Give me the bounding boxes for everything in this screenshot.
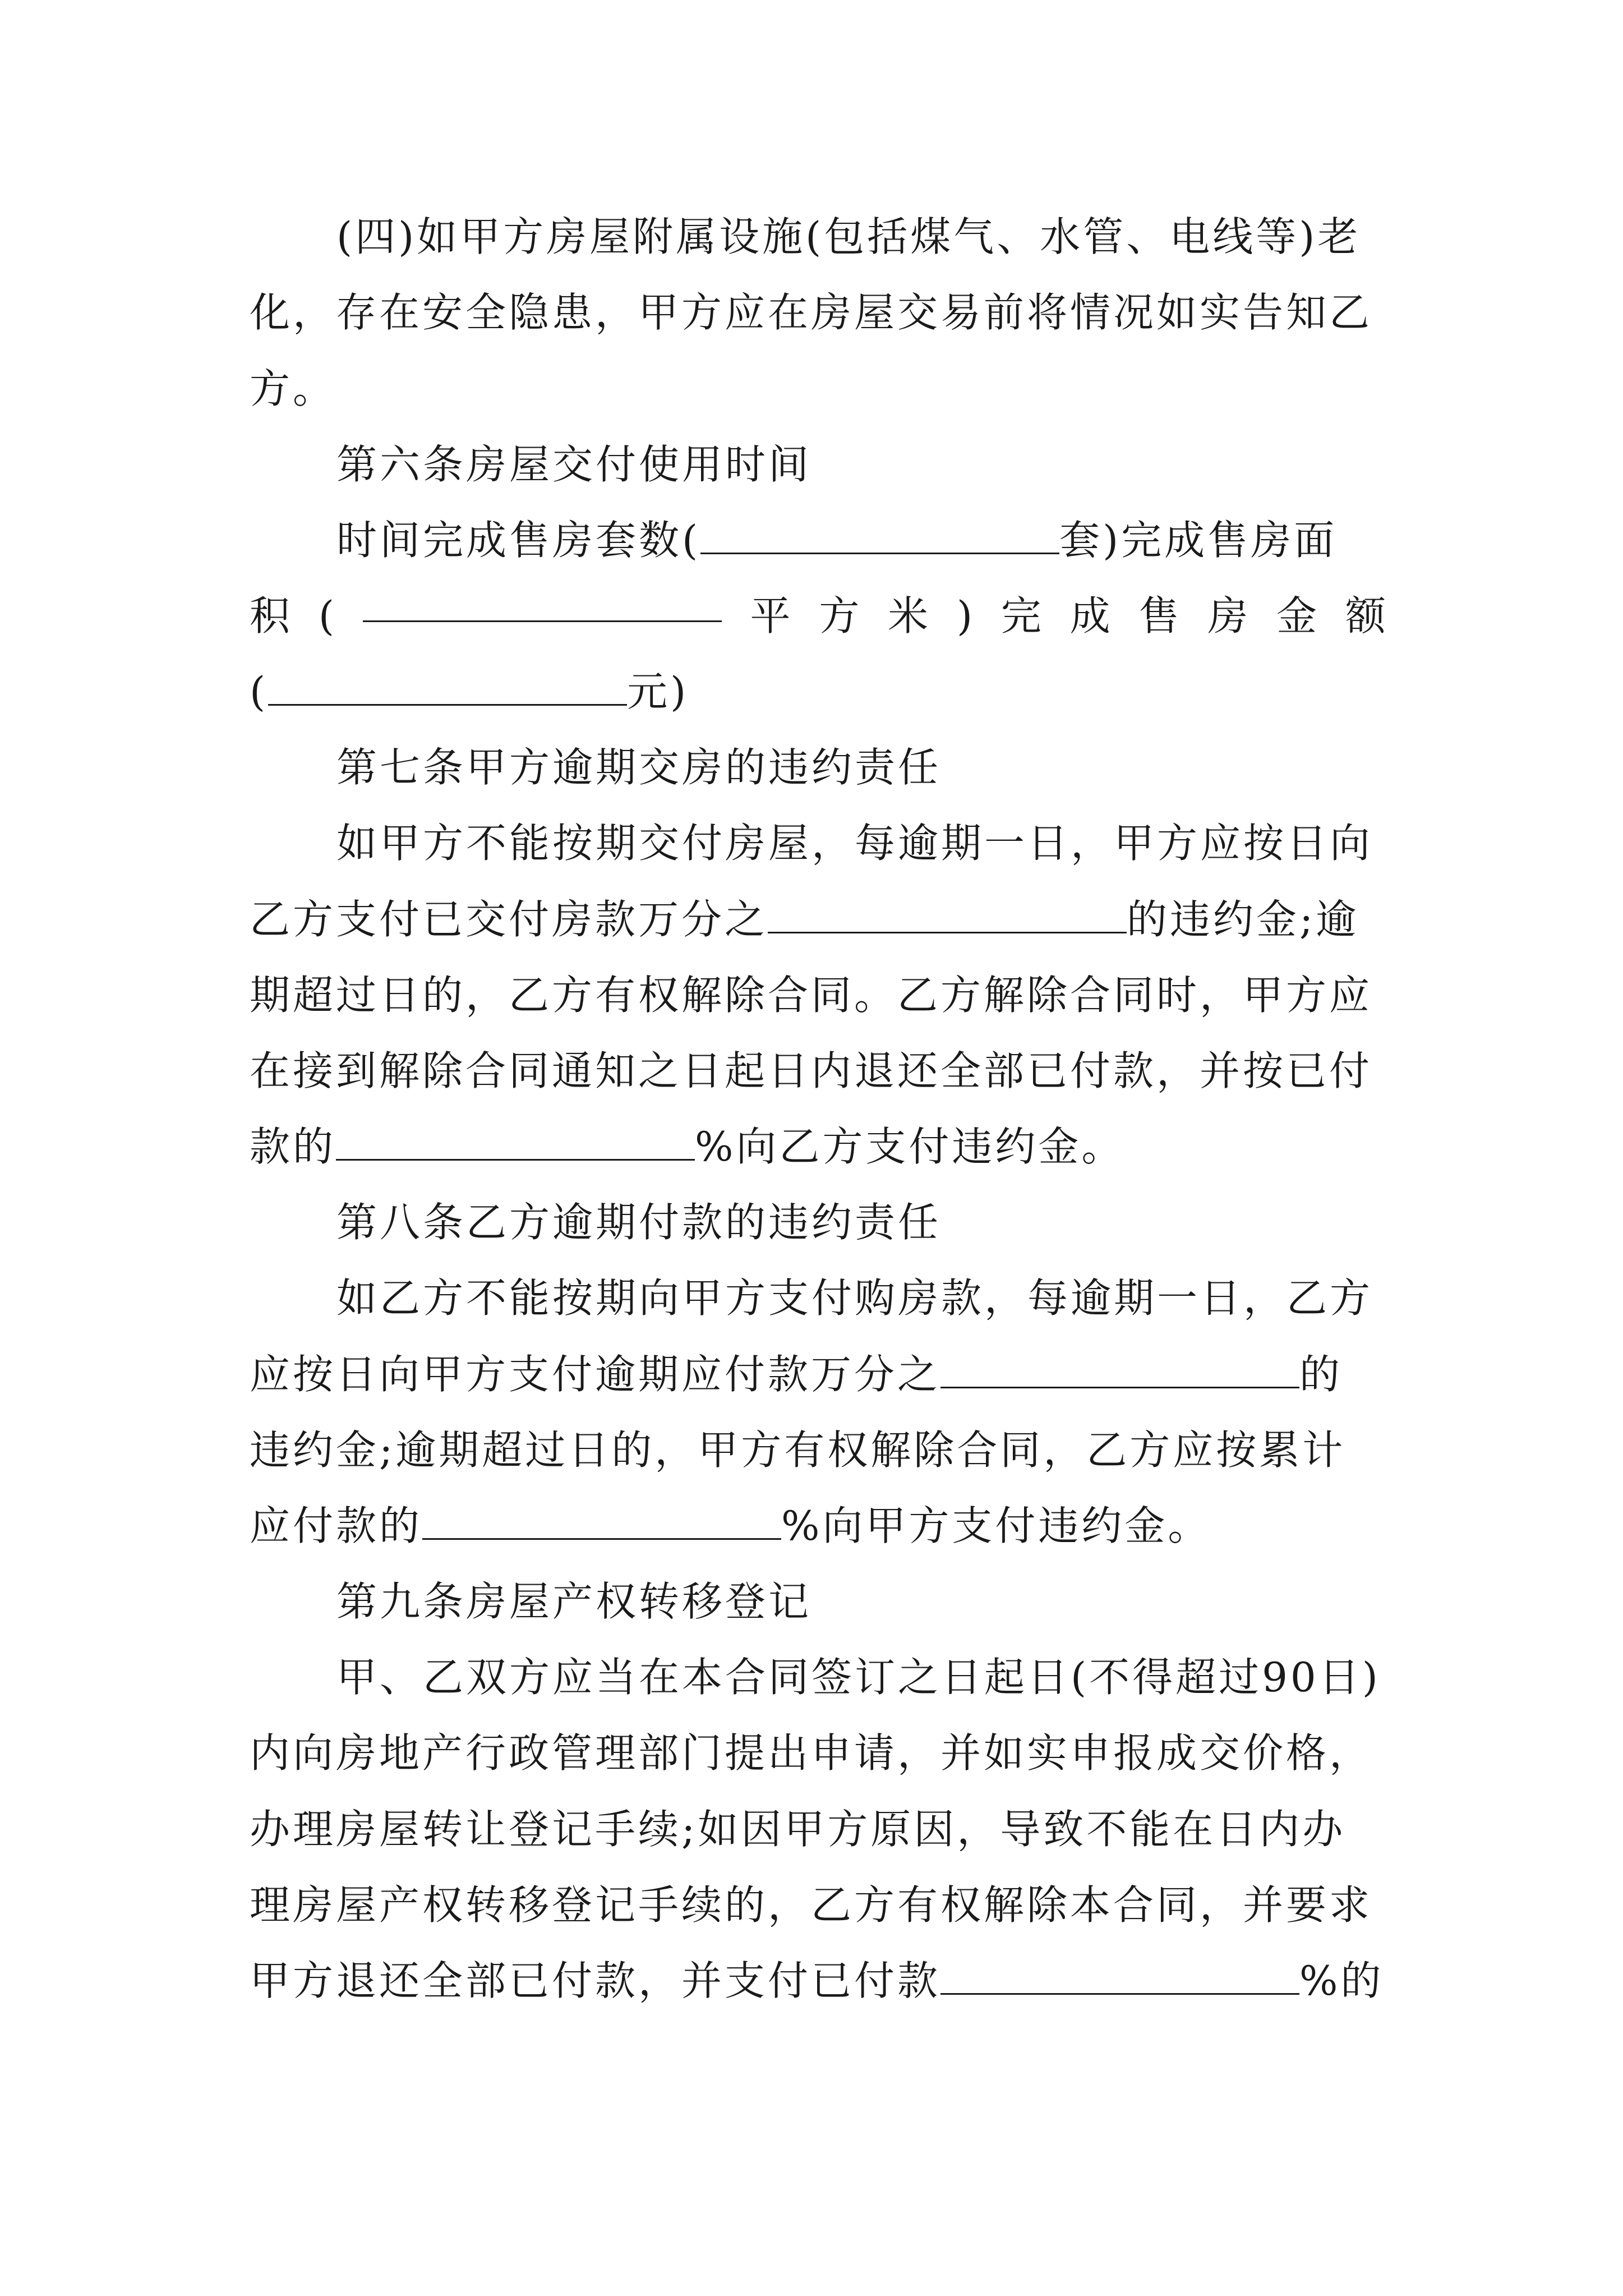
fill-blank-percent[interactable]: [422, 1506, 781, 1540]
clause-4-line-1: (四)如甲方房屋附属设施(包括煤气、水管、电线等)老: [336, 213, 1361, 260]
fill-blank-percent[interactable]: [940, 1961, 1299, 1995]
article-6-char: 完: [1000, 592, 1041, 639]
article-6-char: 积: [250, 592, 291, 639]
article-6-char: 成: [1069, 592, 1110, 639]
article-6-heading: 第六条房屋交付使用时间: [336, 441, 812, 488]
article-8-line-3: 违约金;逾期超过日的，甲方有权解除合同，乙方应按累计: [250, 1427, 1346, 1474]
article-7-line-2: [250, 891, 1359, 947]
fill-blank-units[interactable]: [700, 520, 1059, 554]
article-7-line-1: 如甲方不能按期交付房屋，每逾期一日，甲方应按日向: [336, 820, 1373, 867]
article-6-text: 套)完成售房面: [1059, 517, 1338, 564]
article-8-text: %向甲方支付违约金。: [781, 1502, 1211, 1549]
article-6-char: 金: [1276, 592, 1317, 639]
article-6-char: (: [318, 592, 334, 639]
clause-4-line-3: 方。: [250, 365, 336, 412]
article-7-line-4: 在接到解除合同通知之日起日内退还全部已付款，并按已付: [250, 1047, 1373, 1094]
article-7-line-3: 期超过日的，乙方有权解除合同。乙方解除合同时，甲方应: [250, 972, 1373, 1019]
article-6-char: 平: [750, 592, 791, 639]
article-6-char: 售: [1138, 592, 1179, 639]
article-9-text: 甲方退还全部已付款，并支付已付款: [250, 1957, 941, 2004]
article-8-text: 应按日向甲方支付逾期应付款万分之: [250, 1351, 941, 1398]
article-9-line-3: 办理房屋转让登记手续;如因甲方原因，导致不能在日内办: [250, 1806, 1346, 1853]
article-9-line-1: 甲、乙双方应当在本合同签订之日起日(不得超过90日): [336, 1654, 1381, 1701]
article-6-char: 方: [819, 592, 860, 639]
article-8-line-4: [250, 1498, 1211, 1554]
clause-4-line-2: 化，存在安全隐患，甲方应在房屋交易前将情况如实告知乙: [250, 289, 1373, 336]
article-6-char: 米: [888, 592, 929, 639]
fill-blank-rate[interactable]: [940, 1354, 1299, 1388]
article-8-text: 的: [1299, 1351, 1343, 1398]
article-8-line-2: [250, 1346, 1343, 1402]
article-7-text: 乙方支付已交付房款万分之: [250, 896, 768, 943]
fill-blank-area[interactable]: [363, 588, 722, 622]
article-6-line-3: [250, 664, 689, 720]
article-6-char: 房: [1207, 592, 1248, 639]
fill-blank-percent[interactable]: [336, 1126, 695, 1161]
article-7-line-5: [250, 1119, 1124, 1175]
article-7-heading: 第七条甲方逾期交房的违约责任: [336, 744, 942, 791]
article-6-line-2: [250, 588, 1386, 644]
article-6-text: (: [250, 668, 269, 715]
article-9-text: %的: [1299, 1957, 1384, 2004]
fill-blank-rate[interactable]: [768, 899, 1127, 933]
fill-blank-amount[interactable]: [268, 671, 627, 706]
article-8-line-1: 如乙方不能按期向甲方支付购房款，每逾期一日，乙方: [336, 1274, 1373, 1322]
article-8-text: 应付款的: [250, 1502, 423, 1549]
article-9-line-4: 理房屋产权转移登记手续的，乙方有权解除本合同，并要求: [250, 1881, 1373, 1929]
article-6-line-1: [336, 512, 1337, 568]
article-6-text: 元): [627, 668, 689, 715]
article-7-text: 的违约金;逾: [1127, 896, 1359, 943]
article-7-text: 款的: [250, 1123, 336, 1170]
article-6-char: 额: [1345, 592, 1386, 639]
article-7-text: %向乙方支付违约金。: [695, 1123, 1125, 1170]
article-9-line-5: [250, 1953, 1384, 2009]
article-6-char: ): [956, 592, 973, 639]
article-9-heading: 第九条房屋产权转移登记: [336, 1578, 812, 1625]
article-6-text: 时间完成售房套数(: [336, 517, 701, 564]
article-9-line-2: 内向房地产行政管理部门提出申请，并如实申报成交价格，: [250, 1729, 1373, 1777]
article-8-heading: 第八条乙方逾期付款的违约责任: [336, 1199, 942, 1246]
